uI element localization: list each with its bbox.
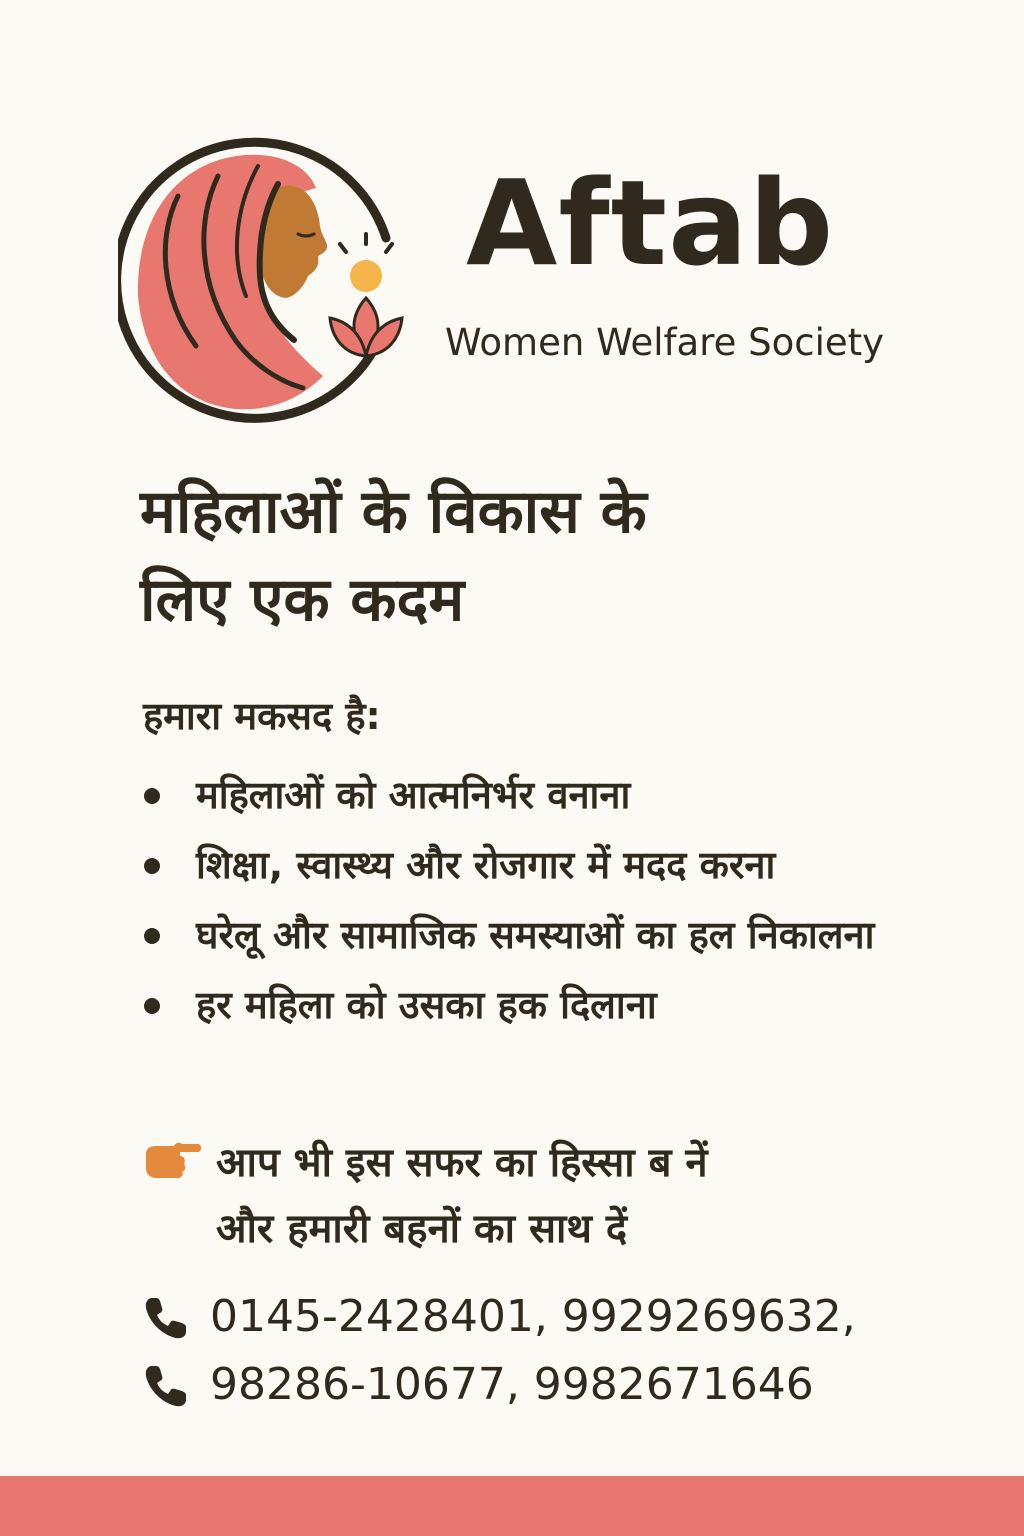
headline — [140, 468, 940, 644]
phone-icon — [142, 1294, 190, 1342]
phone-numbers-1: 0145-2428401, 9929269632, — [210, 1291, 856, 1342]
goal-text: महिलाओं को आत्मनिर्भर वनाना — [196, 773, 631, 817]
phone-numbers-2: 98286-10677, 9982671646 — [210, 1359, 814, 1410]
goal-text: शिक्षा, स्वास्थ्य और रोजगार में मदद करना — [196, 843, 776, 887]
bullet-icon — [144, 998, 160, 1014]
goals-list — [138, 762, 998, 1042]
list-item — [138, 762, 998, 828]
goal-text: घरेलू और सामाजिक समस्याओं का हल निकालना — [196, 913, 875, 957]
purpose-label: हमारा मकसद है: — [143, 694, 381, 738]
brand-subtitle: Women Welfare Society — [445, 321, 885, 364]
list-item — [138, 972, 998, 1038]
logo-icon — [118, 126, 418, 426]
phone-line-1 — [142, 1282, 1002, 1352]
bullet-icon — [144, 858, 160, 874]
list-item — [138, 832, 998, 898]
bullet-icon — [144, 928, 160, 944]
bullet-icon — [144, 788, 160, 804]
cta-line-1: आप भी इस सफर का हिस्सा ब नें — [216, 1140, 708, 1186]
headline-line-2: लिए एक कदम — [140, 565, 465, 635]
cta-line-2: और हमारी बहनों का साथ दें — [216, 1206, 628, 1252]
phone-line-2 — [142, 1350, 1002, 1420]
cta-text — [216, 1130, 708, 1262]
brand-name: Aftab — [466, 154, 835, 292]
headline-line-1: महिलाओं के विकास के — [140, 477, 647, 547]
phone-icon — [142, 1362, 190, 1410]
pointing-hand-icon — [142, 1138, 202, 1182]
goal-text: हर महिला को उसका हक दिलाना — [196, 983, 657, 1027]
list-item — [138, 902, 896, 968]
footer-band — [0, 1476, 1024, 1536]
